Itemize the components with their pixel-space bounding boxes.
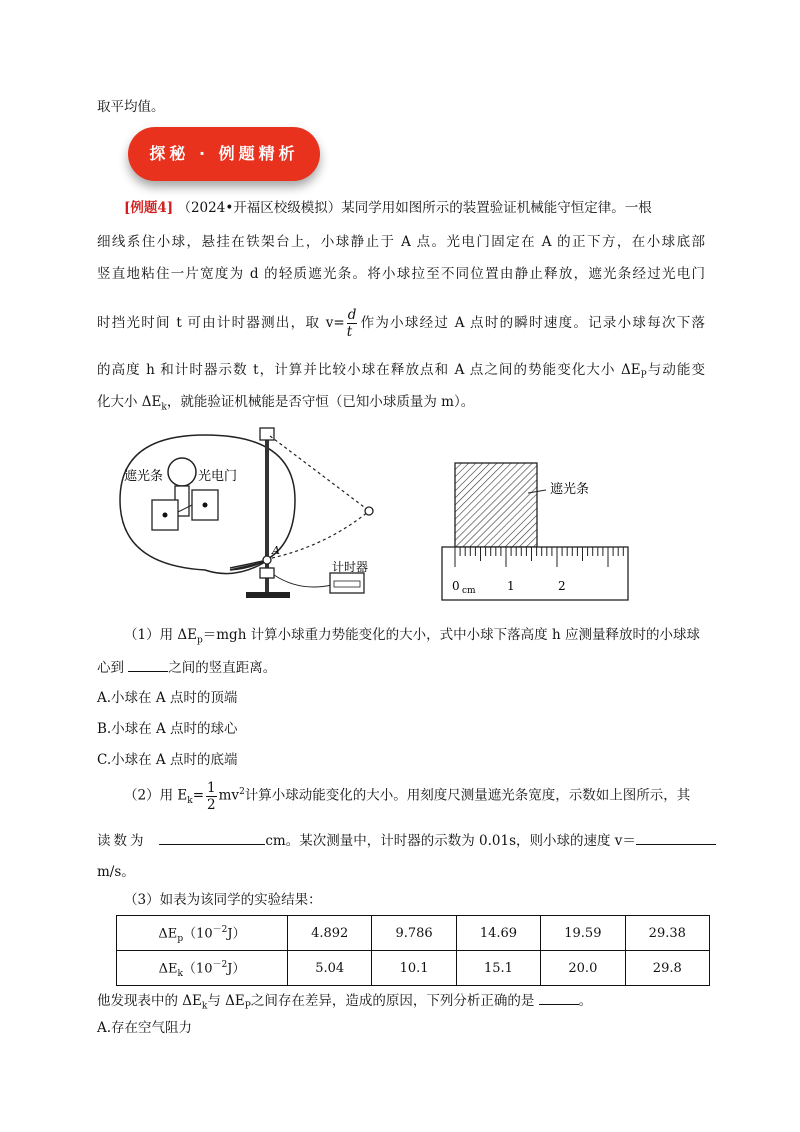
table-cell: 19.59 <box>541 916 625 951</box>
table-cell: 15.1 <box>456 951 540 986</box>
ruler-unit: cm <box>462 586 476 596</box>
table-cell: 5.04 <box>288 951 372 986</box>
velocity-fraction <box>347 307 358 340</box>
example-line-1-text: 某同学用如图所示的装置验证机械能守恒定律。一根 <box>341 200 652 216</box>
stand-base <box>246 592 290 598</box>
label-photogate: 光电门 <box>198 469 238 484</box>
q3-option-a[interactable]: A.存在空气阻力 <box>97 1020 193 1036</box>
q1-sub: p <box>196 635 203 646</box>
label-timer: 计时器 <box>332 560 369 574</box>
section-banner: 探秘 · 例题精析 <box>128 127 320 181</box>
q2-line-2-a: 读数为 <box>97 833 147 849</box>
clamp-top <box>260 428 274 440</box>
ruler-figure <box>438 458 638 603</box>
q3-answer-blank[interactable] <box>539 990 579 1005</box>
fraction-numerator: d <box>347 307 357 323</box>
q2-sub: k <box>187 796 193 807</box>
q1-line-2 <box>97 657 276 678</box>
ruler-label-1: 1 <box>507 579 515 593</box>
ball-closeup <box>168 458 196 486</box>
apparatus-figure <box>110 420 410 610</box>
q1-a: （1）用 ΔE <box>124 627 197 643</box>
example-line-5-end: 与动能变 <box>646 362 705 378</box>
q1-option-b[interactable]: B.小球在 A 点时的球心 <box>97 721 238 737</box>
sub-p: P <box>640 370 647 381</box>
q3-intro: （3）如表为该同学的实验结果： <box>124 892 322 908</box>
example-line-6-a: 化大小 ΔE <box>97 394 162 410</box>
example-line-5 <box>97 360 705 386</box>
q1-option-c[interactable]: C.小球在 A 点时的底端 <box>97 752 238 768</box>
q3-after-b: 与 ΔE <box>207 993 245 1009</box>
q2-width-blank[interactable] <box>159 830 265 845</box>
q3-sub-p: P <box>244 1001 251 1012</box>
half-denominator: 2 <box>207 796 216 813</box>
q1-b: ＝mgh 计算小球重力势能变化的大小，式中小球下落高度 h 应测量释放时的小球球 <box>202 627 700 643</box>
q3-sub-k: k <box>201 1001 208 1012</box>
sub-k: k <box>161 402 167 413</box>
results-table <box>116 915 710 986</box>
table-row <box>117 951 710 986</box>
example-line-1 <box>124 198 652 218</box>
q1-line-2-a: 心到 <box>97 660 129 676</box>
q2-line-2 <box>97 830 777 851</box>
q2-sup: 2 <box>239 787 245 797</box>
example-source: （2024•开福区校级模拟） <box>177 200 342 216</box>
table-cell: 20.0 <box>541 951 625 986</box>
q1-line-1 <box>124 625 700 651</box>
table-cell: 29.38 <box>625 916 709 951</box>
q2-d: 计算小球动能变化的大小。用刻度尺测量遮光条宽度，示数如上图所示，其 <box>244 787 691 804</box>
table-cell: 4.892 <box>288 916 372 951</box>
q2-a: （2）用 E <box>124 787 188 804</box>
row-label-ep: $\Delta E_p(10^{-2}J)$ <box>117 916 288 951</box>
table-cell: 29.8 <box>625 951 709 986</box>
fraction-denominator: t <box>346 324 353 340</box>
photogate-on-stand <box>260 568 274 578</box>
ruler-label-0: 0 <box>452 579 460 593</box>
ball-released <box>365 507 373 515</box>
label-point-a: A <box>272 544 280 557</box>
q1-line-2-b: 之间的竖直距离。 <box>168 660 277 676</box>
example-line-4-b: 作为小球经过 A 点时的瞬时速度。记录小球每次下落 <box>359 315 705 331</box>
q2-velocity-blank[interactable] <box>636 830 716 845</box>
q2-line-1 <box>124 775 690 818</box>
half-numerator: 1 <box>207 779 216 796</box>
example-line-4 <box>97 306 705 340</box>
q2-b: = <box>192 787 205 804</box>
example-line-6 <box>97 392 474 418</box>
q1-option-a[interactable]: A.小球在 A 点时的顶端 <box>97 690 238 706</box>
q2-line-3: m/s。 <box>97 864 135 880</box>
intro-text: 取平均值。 <box>97 99 165 115</box>
example-line-3: 竖直地粘住一片宽度为 d 的轻质遮光条。将小球拉至不同位置由静止释放，遮光条经过光电门 <box>97 266 705 282</box>
example-line-2: 细线系住小球，悬挂在铁架台上，小球静止于 A 点。光电门固定在 A 的正下方，在小球底部 <box>97 234 705 250</box>
row-label-ek: $\Delta E_k(10^{-2}J)$ <box>117 951 288 986</box>
example-line-5-text: 的高度 h 和计时器示数 t，计算并比较小球在释放点和 A 点之间的势能变化大小 ΔE <box>97 362 641 378</box>
half-fraction <box>206 780 217 813</box>
q1-answer-blank[interactable] <box>128 657 168 672</box>
example-tag: [例题4] <box>124 200 174 216</box>
example-line-6-b: ，就能验证机械能是否守恒（已知小球质量为 m）。 <box>166 394 475 410</box>
q2-line-2-b: cm。某次测量中，计时器的示数为 0.01s，则小球的速度 v＝ <box>265 833 636 849</box>
ruler-label-2: 2 <box>558 579 566 593</box>
table-row <box>117 916 710 951</box>
shading-strip-rect <box>455 463 537 547</box>
table-cell: 10.1 <box>372 951 456 986</box>
q3-after-c: 之间存在差异，造成的原因，下列分析正确的是 <box>250 993 539 1009</box>
ball-at-a <box>263 556 271 564</box>
label-ruler-strip: 遮光条 <box>550 482 590 497</box>
q3-after-a: 他发现表中的 ΔE <box>97 993 202 1009</box>
table-cell: 14.69 <box>456 916 540 951</box>
q2-c: mv <box>218 787 240 804</box>
q3-analysis <box>97 990 592 1017</box>
example-line-4-a: 时挡光时间 t 可由计时器测出，取 v= <box>97 315 345 331</box>
table-cell: 9.786 <box>372 916 456 951</box>
q3-after-d: 。 <box>578 993 593 1009</box>
label-shading-strip: 遮光条 <box>124 469 164 484</box>
